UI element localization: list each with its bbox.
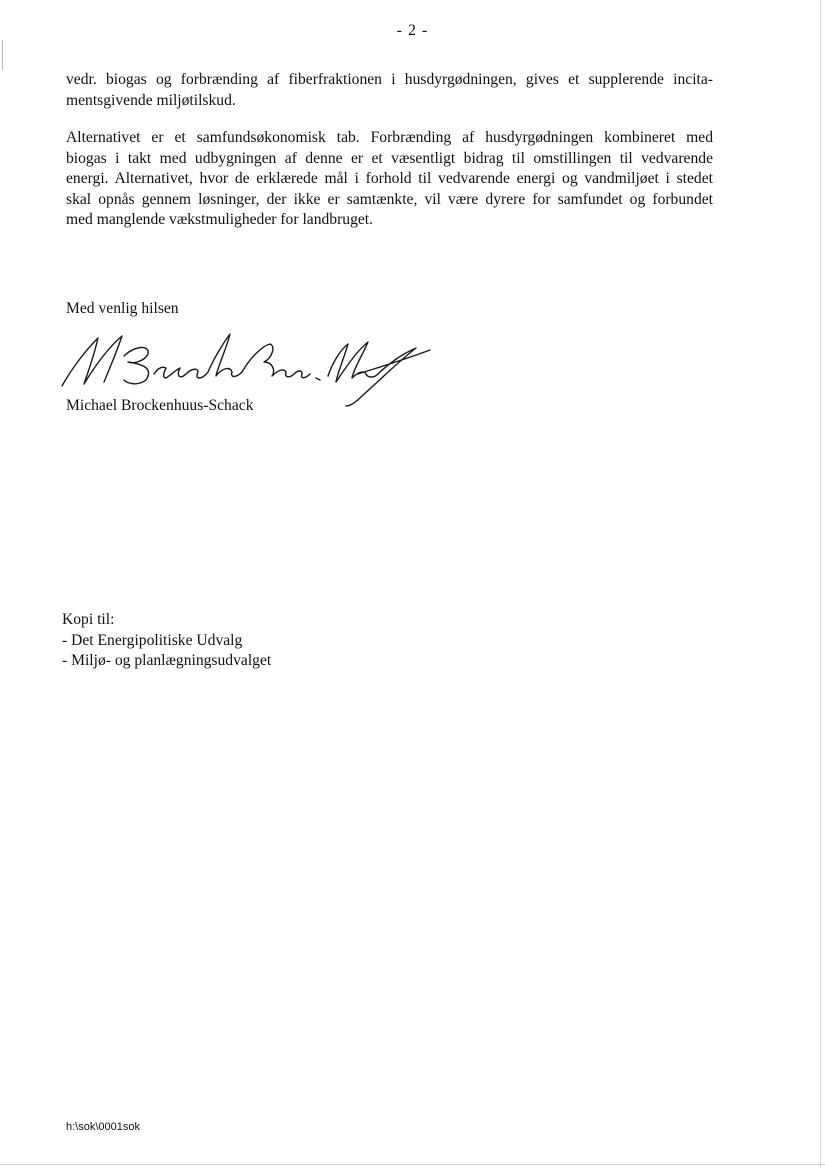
text-line: biogas i takt med udbygningen af denne er et væsentligt bidrag til omstillingen til vedvarende [66,149,713,167]
text-line: vedr. biogas og forbrænding af fiberfraktionen i husdyrgødningen, gives et supplerende incita- [66,71,713,88]
copy-list [62,610,271,672]
text-line: skal opnås gennem løsninger, der ikke er samtænkte, vil være dyrere for samfundet og forbundet [66,190,713,208]
text-line: mentsgivende miljøtilskud. [66,91,236,109]
scan-edge [0,1164,825,1165]
closing-greeting: Med venlig hilsen [66,300,179,317]
copy-heading: Kopi til: [62,611,115,628]
copy-recipient: - Det Energipolitiske Udvalg [62,631,243,649]
paragraph-continuation [66,70,713,111]
text-line: Alternativet er et samfundsøkonomisk tab. Forbrænding af husdyrgødningen kombineret med [66,129,713,146]
signer-name: Michael Brockenhuus-Schack [66,397,254,414]
text-line: med manglende vækstmuligheder for landbruget. [66,211,374,228]
text-line: energi. Alternativet, hvor de erklærede mål i forhold til vedvarende energi og vandmiljøet i stedet [66,170,713,187]
scan-edge [820,0,821,1168]
handwritten-signature [58,328,438,408]
scan-edge [2,40,3,70]
file-reference: h:\sok\0001sok [66,1121,140,1133]
copy-recipient: - Miljø- og planlægningsudvalget [62,652,272,669]
paragraph-alternative [66,128,713,231]
page-number: - 2 - [396,22,429,39]
